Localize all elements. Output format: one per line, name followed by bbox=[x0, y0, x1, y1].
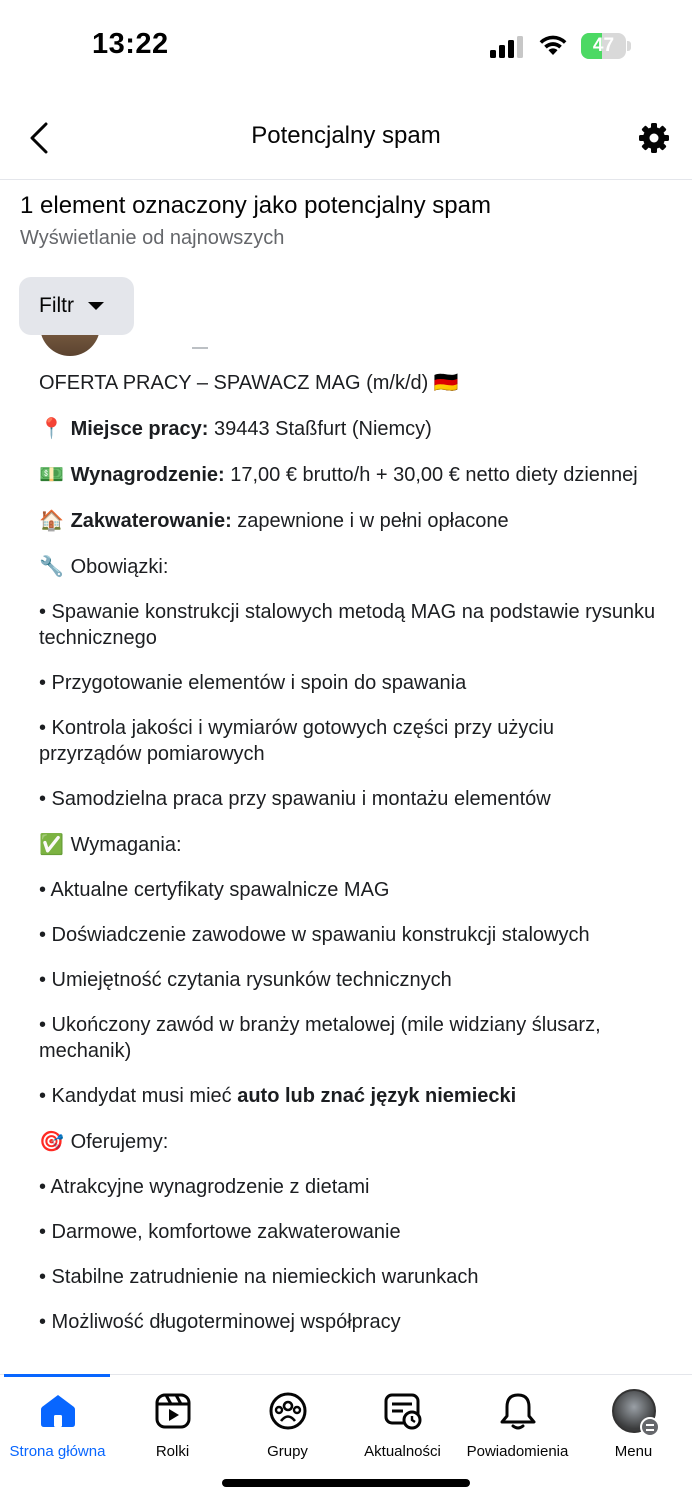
check-mark-icon: ✅ bbox=[39, 832, 64, 856]
gear-icon bbox=[638, 122, 670, 154]
list-item: • Doświadczenie zawodowe w spawaniu konstrukcji stalowych bbox=[39, 924, 590, 946]
spam-count-title: 1 element oznaczony jako potencjalny spam bbox=[20, 192, 491, 219]
tab-groups-label: Grupy bbox=[267, 1443, 308, 1460]
requirement-bold: auto lub znać język niemiecki bbox=[237, 1085, 517, 1107]
post-salary bbox=[39, 461, 659, 488]
list-item: • Samodzielna praca przy spawaniu i montażu elementów bbox=[39, 788, 551, 810]
location-value: 39443 Staßfurt (Niemcy) bbox=[208, 418, 432, 440]
post-headline: OFERTA PRACY – SPAWACZ MAG (m/k/d) 🇩🇪 bbox=[39, 372, 459, 394]
house-icon: 🏠 bbox=[39, 508, 64, 532]
wifi-icon bbox=[537, 33, 569, 57]
offers-heading bbox=[39, 1128, 659, 1155]
tab-home-label: Strona główna bbox=[9, 1443, 106, 1460]
bell-icon bbox=[499, 1391, 537, 1431]
post-housing bbox=[39, 507, 659, 534]
page-title: Potencjalny spam bbox=[251, 122, 441, 149]
housing-value: zapewnione i w pełni opłacone bbox=[231, 510, 509, 532]
sort-order-text: Wyświetlanie od najnowszych bbox=[20, 227, 285, 249]
post-header-divider bbox=[192, 347, 208, 349]
offers-heading-text: Oferujemy: bbox=[70, 1131, 169, 1153]
tab-home[interactable] bbox=[0, 1389, 115, 1469]
top-app-bar bbox=[0, 96, 692, 180]
list-item: • Atrakcyjne wynagrodzenie z dietami bbox=[39, 1176, 370, 1198]
caret-down-icon bbox=[88, 302, 104, 310]
housing-label: Zakwaterowanie: bbox=[70, 510, 232, 532]
tab-notifications[interactable] bbox=[460, 1389, 575, 1469]
status-bar bbox=[0, 0, 692, 96]
wrench-icon: 🔧 bbox=[39, 554, 64, 578]
battery-level: 47 bbox=[592, 35, 615, 56]
home-indicator bbox=[222, 1479, 470, 1487]
target-icon: 🎯 bbox=[39, 1129, 64, 1153]
cellular-signal-icon bbox=[490, 36, 526, 58]
feeds-icon bbox=[383, 1391, 423, 1431]
tab-menu[interactable] bbox=[576, 1389, 691, 1469]
duties-heading bbox=[39, 553, 659, 580]
menu-lines-icon bbox=[640, 1417, 660, 1437]
tab-feeds[interactable] bbox=[345, 1389, 460, 1469]
salary-value: 17,00 € brutto/h + 30,00 € netto diety dziennej bbox=[224, 464, 638, 486]
location-label: Miejsce pracy: bbox=[70, 418, 209, 440]
post-body bbox=[39, 370, 659, 1354]
list-item: • Przygotowanie elementów i spoin do spawania bbox=[39, 672, 467, 694]
list-item: • Kontrola jakości i wymiarów gotowych części przy użyciu przyrządów pomiarowych bbox=[39, 717, 554, 765]
tab-feeds-label: Aktualności bbox=[364, 1443, 441, 1460]
groups-icon bbox=[268, 1391, 308, 1431]
list-item: • Spawanie konstrukcji stalowych metodą MAG na podstawie rysunku technicznego bbox=[39, 601, 656, 649]
list-item: • Stabilne zatrudnienie na niemieckich warunkach bbox=[39, 1266, 479, 1288]
list-item: • Darmowe, komfortowe zakwaterowanie bbox=[39, 1221, 401, 1243]
filter-button[interactable] bbox=[19, 277, 134, 335]
salary-label: Wynagrodzenie: bbox=[70, 464, 225, 486]
requirements-heading bbox=[39, 831, 659, 858]
requirements-heading-text: Wymagania: bbox=[70, 834, 182, 856]
list-item bbox=[39, 1083, 659, 1109]
tab-groups[interactable] bbox=[230, 1389, 345, 1469]
tab-menu-label: Menu bbox=[614, 1443, 653, 1460]
tab-notifications-label: Powiadomienia bbox=[466, 1443, 569, 1460]
tab-reels[interactable] bbox=[115, 1389, 230, 1469]
settings-button[interactable] bbox=[634, 118, 674, 158]
list-item: • Umiejętność czytania rysunków technicznych bbox=[39, 969, 452, 991]
tab-reels-label: Rolki bbox=[155, 1443, 190, 1460]
list-item: • Aktualne certyfikaty spawalnicze MAG bbox=[39, 879, 390, 901]
profile-avatar-icon bbox=[612, 1389, 656, 1433]
active-tab-indicator bbox=[4, 1374, 110, 1377]
duties-heading-text: Obowiązki: bbox=[70, 556, 169, 578]
status-time: 13:22 bbox=[92, 28, 169, 60]
post-location bbox=[39, 415, 659, 442]
battery-icon bbox=[581, 33, 631, 59]
reels-icon bbox=[154, 1392, 192, 1430]
home-icon bbox=[39, 1392, 77, 1430]
list-item: • Możliwość długoterminowej współpracy bbox=[39, 1311, 401, 1333]
requirement-prefix: • Kandydat musi mieć bbox=[39, 1085, 238, 1107]
pin-icon: 📍 bbox=[39, 416, 64, 440]
filter-label: Filtr bbox=[39, 294, 74, 317]
money-icon: 💵 bbox=[39, 462, 64, 486]
list-item: • Ukończony zawód w branży metalowej (mile widziany ślusarz, mechanik) bbox=[39, 1014, 601, 1062]
